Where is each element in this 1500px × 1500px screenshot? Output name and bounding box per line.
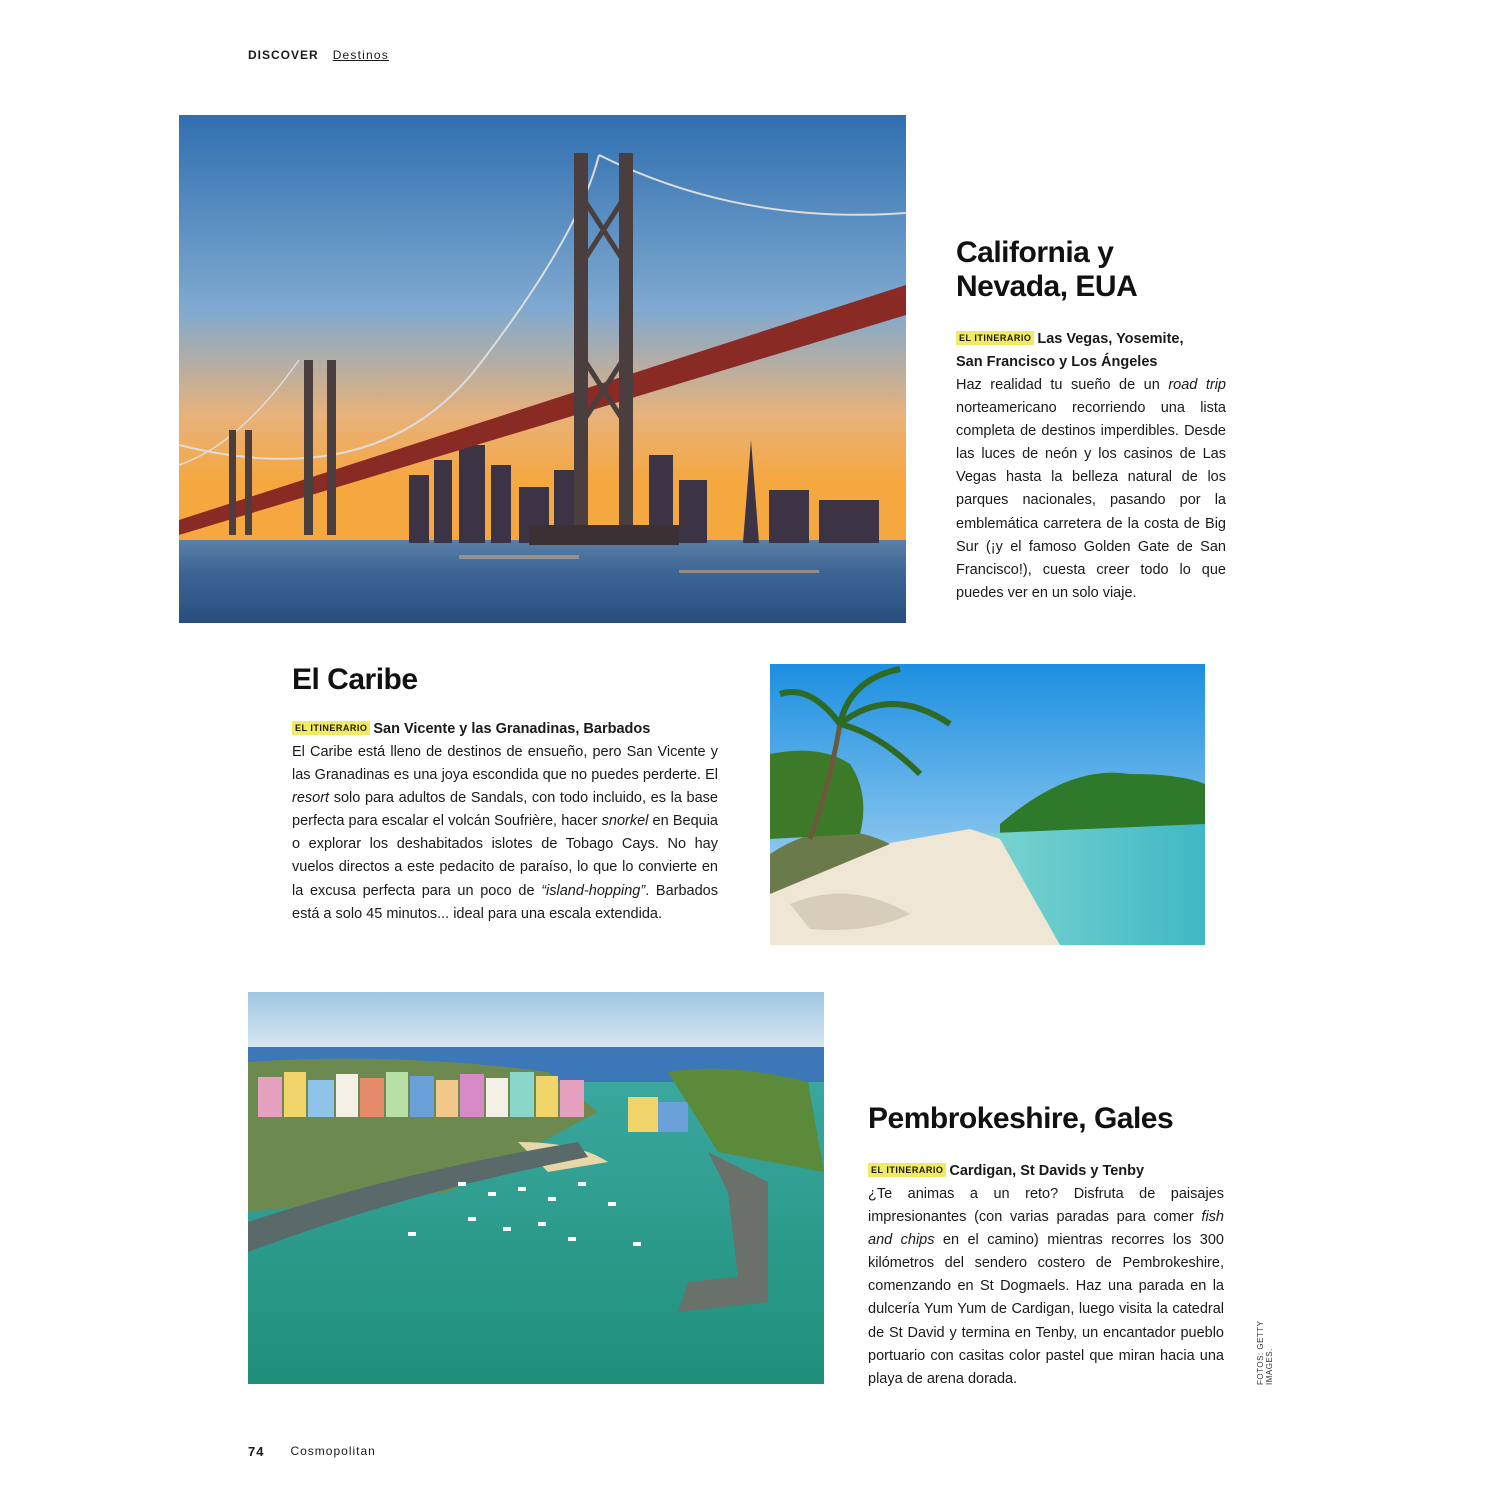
section-label: DISCOVER [248,48,319,62]
itinerary-badge: EL ITINERARIO [292,721,370,735]
photo-credit: FOTOS: GETTY IMAGES. [1256,1320,1274,1385]
article-title: Pembrokeshire, Gales [868,1102,1174,1135]
article-title [956,236,1226,304]
article-caribe [292,663,718,926]
itinerary-line-1: Las Vegas, Yosemite, [1037,331,1184,347]
bay-bridge-photo [179,115,906,623]
page-footer [248,1444,376,1459]
itinerary [956,328,1226,374]
itinerary-badge: EL ITINERARIO [868,1163,946,1177]
title-line-2: Nevada, EUA [956,270,1138,303]
itinerary [292,718,718,741]
itinerary-badge: EL ITINERARIO [956,331,1034,345]
tenby-harbour-photo [248,992,824,1384]
article-body: El Caribe está lleno de destinos de ensueño, pero San Vicente y las Granadinas es una joya escondida que no puedes perderte. El resort solo para adultos de Sandals, con todo incluido, es la base perfecta para escalar el volcán Soufrière, hacer snorkel en Bequia o explorar los deshabitados islotes de Tobago Cays. No hay vuelos directos a este pedacito de paraíso, lo que lo convierte en la excusa perfecta para un poco de “island-hopping”. Barbados está a solo 45 minutos... ideal para una escala extendida. [292,744,718,922]
itinerary-line: Cardigan, St Davids y Tenby [949,1163,1145,1179]
itinerary [868,1160,1224,1183]
article-title: El Caribe [292,663,418,696]
page-number: 74 [248,1444,265,1459]
itinerary-line-2: San Francisco y Los Ángeles [956,354,1158,370]
magazine-name: Cosmopolitan [290,1444,376,1458]
itinerary-line: San Vicente y las Granadinas, Barbados [373,721,651,737]
article-california [956,236,1226,605]
article-body: ¿Te animas a un reto? Disfruta de paisajes impresionantes (con varias paradas para comer fish and chips en el camino) mientras recorres los 300 kilómetros del sendero costero de Pembrokeshire, comenzando en St Dogmaels. Haz una parada en la dulcería Yum Yum de Cardigan, luego visita la catedral de St David y termina en Tenby, un encantador pueblo portuario con casitas color pastel que miran hacia una playa de arena dorada. [868,1186,1224,1387]
caribbean-beach-photo [770,664,1205,945]
title-line-1: California y [956,236,1114,269]
running-header [248,48,389,62]
subsection-link[interactable]: Destinos [332,48,389,62]
article-pembrokeshire [868,1102,1224,1391]
article-body: Haz realidad tu sueño de un road trip norteamericano recorriendo una lista completa de destinos imperdibles. Desde las luces de neón y los casinos de Las Vegas hasta la belleza natural de los parques nacionales, pasando por la emblemática carretera de la costa de Big Sur (¡y el famoso Golden Gate de San Francisco!), cuesta creer todo lo que puedes ver en un solo viaje. [956,377,1226,601]
